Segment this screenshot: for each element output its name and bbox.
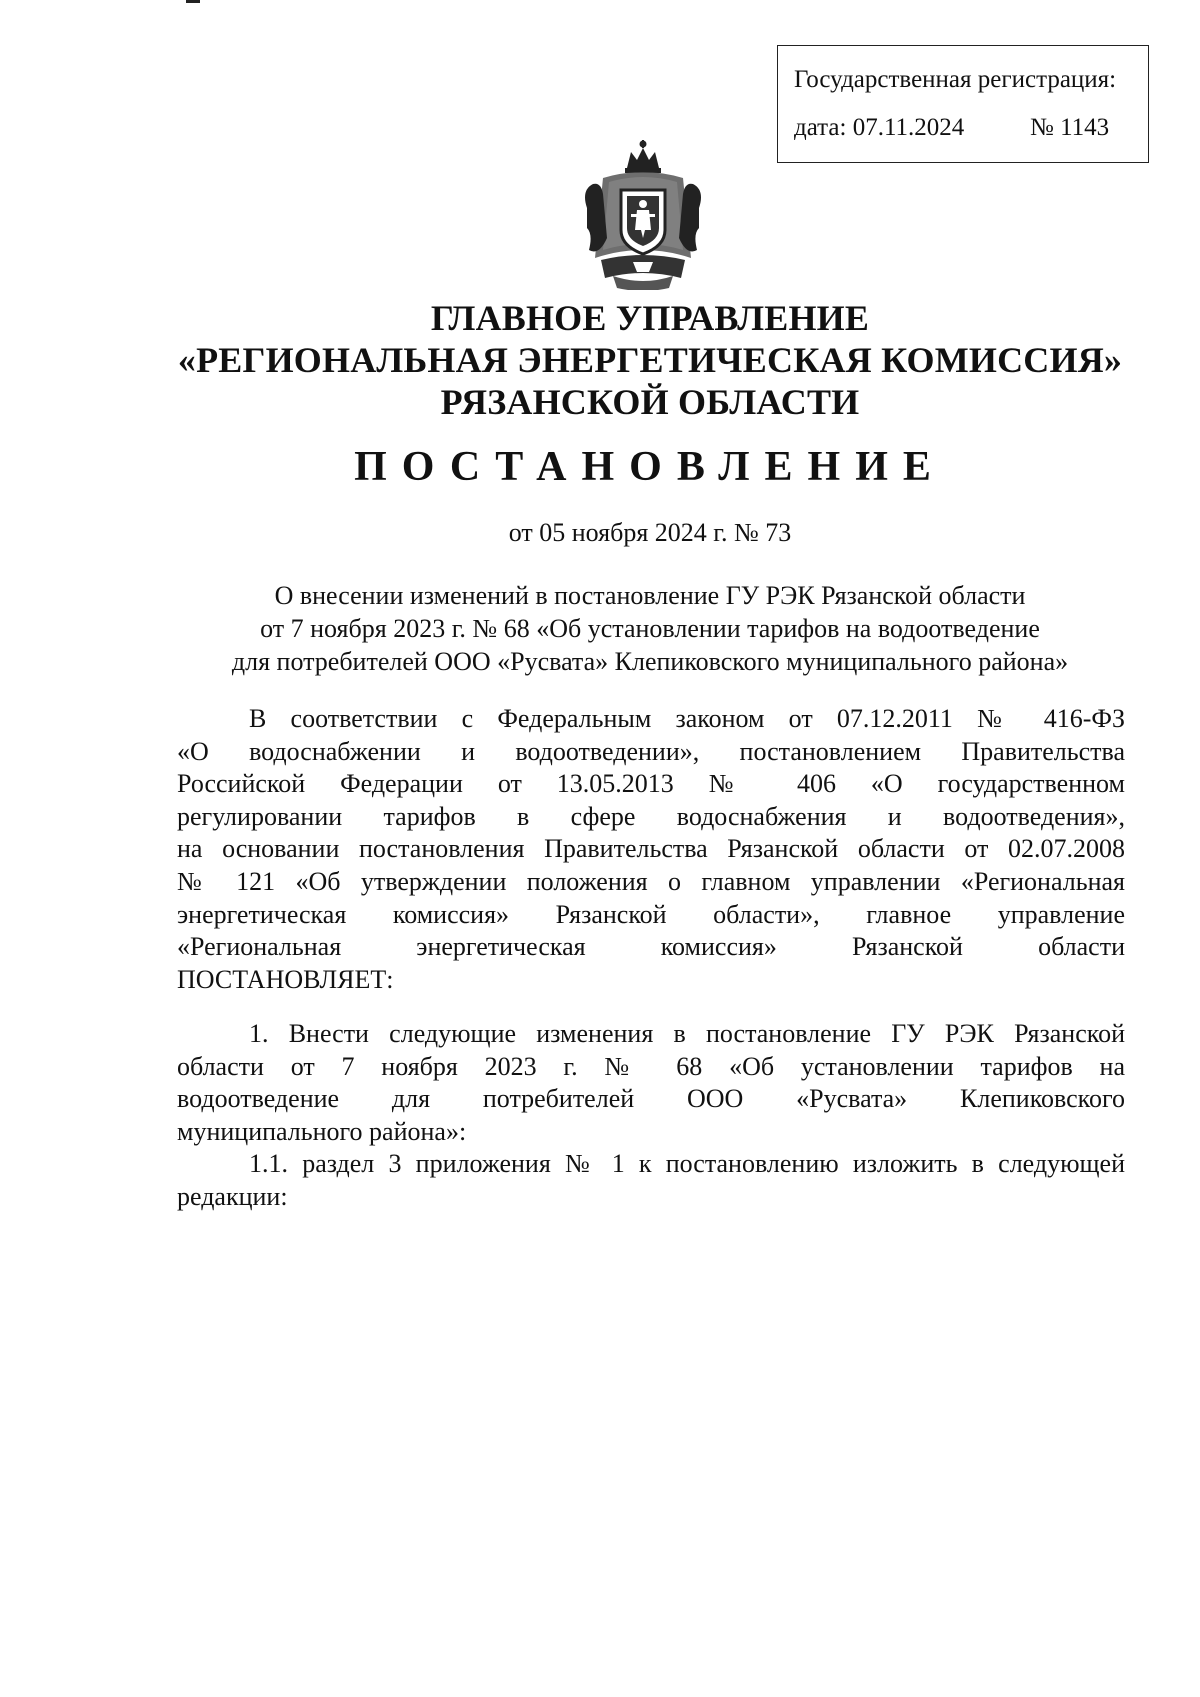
coat-of-arms-icon — [573, 138, 713, 290]
subject-line: от 7 ноября 2023 г. № 68 «Об установлении тарифов на водоотведение — [260, 614, 1040, 643]
registration-title: Государственная регистрация: — [794, 66, 1117, 93]
preamble-line: энергетическая комиссия» Рязанской области», главное управление — [177, 899, 1125, 929]
header-line-3: РЯЗАНСКОЙ ОБЛАСТИ — [440, 382, 860, 422]
registration-date: дата: 07.11.2024 — [794, 114, 965, 141]
preamble-line: регулировании тарифов в сфере водоснабжения и водоотведения», — [177, 801, 1125, 831]
header-line-1: ГЛАВНОЕ УПРАВЛЕНИЕ — [430, 298, 870, 338]
preamble-line: № 121 «Об утверждении положения о главном управлении «Региональная — [177, 866, 1125, 896]
item-1-1-line: 1.1. раздел 3 приложения № 1 к постановлению изложить в следующей — [249, 1149, 1125, 1178]
preamble-line: ПОСТАНОВЛЯЕТ: — [177, 964, 394, 994]
subject-line: О внесении изменений в постановление ГУ РЭК Рязанской области — [274, 581, 1026, 610]
item-1-line: 1. Внести следующие изменения в постановление ГУ РЭК Рязанской — [249, 1019, 1125, 1048]
document-subject — [100, 579, 1200, 678]
preamble-line: на основании постановления Правительства Рязанской области от 02.07.2008 — [177, 834, 1125, 864]
preamble-line: «Региональная энергетическая комиссия» Рязанской области — [177, 932, 1125, 962]
preamble-paragraph — [177, 703, 1125, 996]
preamble-line: В соответствии с Федеральным законом от 07.12.2011 № 416-ФЗ — [249, 704, 1125, 733]
document-type: ПОСТАНОВЛЕНИЕ — [354, 444, 946, 490]
registration-number: № 1143 — [1030, 114, 1110, 141]
preamble-line: Российской Федерации от 13.05.2013 № 406 «О государственном — [177, 769, 1125, 799]
document-date: от 05 ноября 2024 г. № 73 — [508, 518, 792, 547]
item-1-line: муниципального района»: — [177, 1116, 467, 1146]
item-1-paragraph — [177, 1018, 1125, 1148]
scan-artifact — [186, 0, 200, 3]
item-1-1-paragraph — [177, 1148, 1125, 1213]
preamble-line: «О водоснабжении и водоотведении», постановлением Правительства — [177, 736, 1125, 766]
item-1-line: области от 7 ноября 2023 г. № 68 «Об установлении тарифов на — [177, 1051, 1125, 1081]
subject-line: для потребителей ООО «Русвата» Клепиковского муниципального района» — [231, 647, 1069, 676]
registration-stamp — [777, 45, 1149, 163]
header-line-2: «РЕГИОНАЛЬНАЯ ЭНЕРГЕТИЧЕСКАЯ КОМИССИЯ» — [177, 340, 1123, 380]
item-1-1-line: редакции: — [177, 1181, 288, 1211]
item-1-line: водоотведение для потребителей ООО «Русвата» Клепиковского — [177, 1084, 1125, 1114]
